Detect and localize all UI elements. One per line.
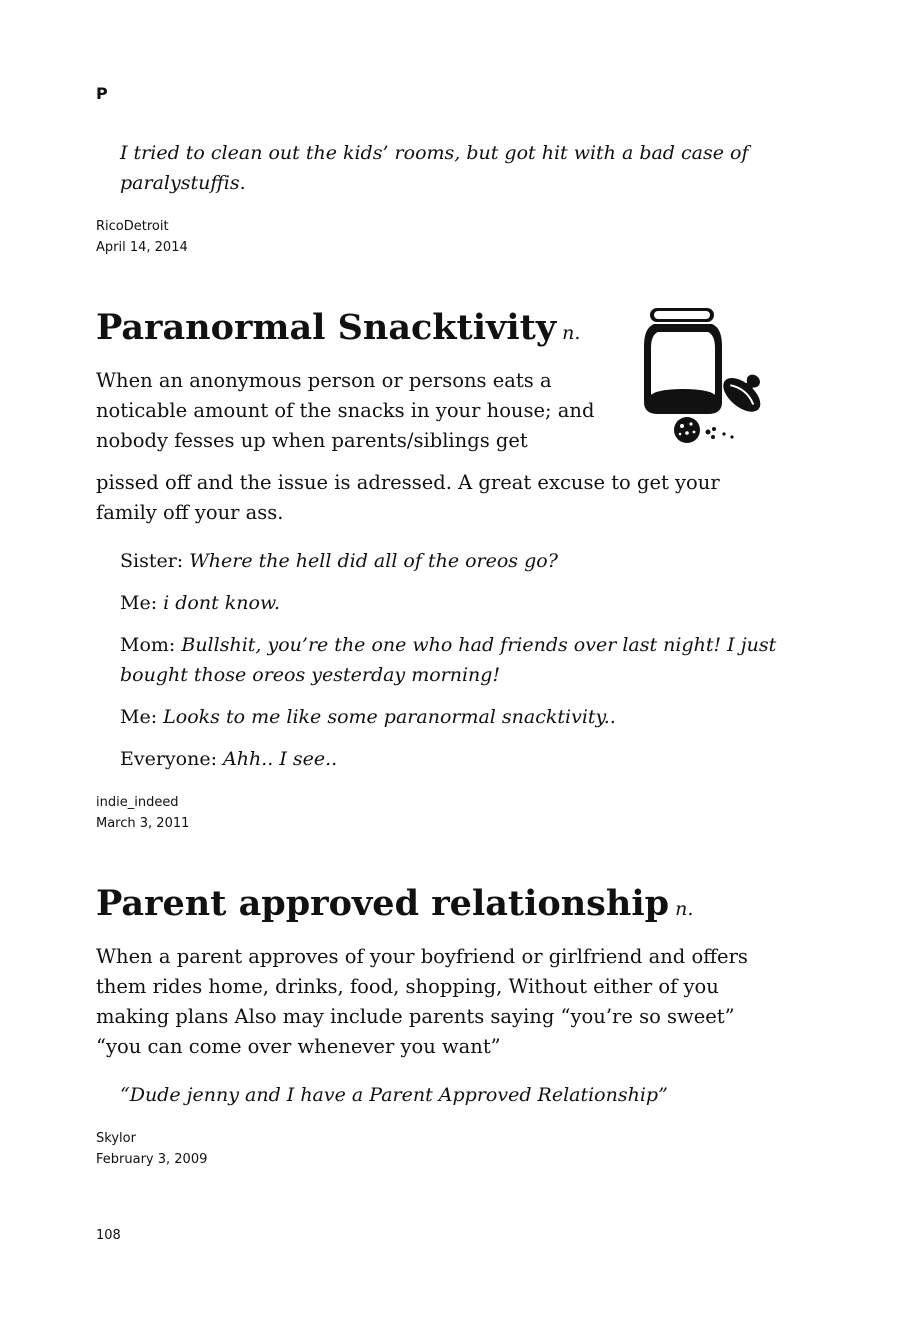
example-quote: “Dude jenny and I have a Parent Approved Relationship”: [120, 1084, 668, 1106]
dialogue-text: Ahh.. I see..: [223, 748, 338, 770]
author-name: RicoDetroit: [96, 219, 169, 234]
definition: [96, 942, 776, 1062]
entry-attribution: [96, 792, 189, 834]
part-of-speech: n.: [675, 898, 694, 920]
dialogue-line: [120, 546, 780, 576]
speaker-label: Me:: [120, 706, 158, 728]
cookie-jar-icon: [640, 306, 770, 446]
author-name: Skylor: [96, 1131, 136, 1146]
entry-tail: [120, 138, 780, 198]
definition-continued: [96, 468, 776, 528]
author-name: indie_indeed: [96, 795, 179, 810]
entry-attribution: [96, 216, 188, 258]
dialogue-text: Looks to me like some paranormal snacktivity..: [163, 706, 616, 728]
part-of-speech: n.: [562, 322, 581, 344]
example-dialogue: [120, 546, 780, 774]
dialogue-text: Bullshit, you’re the one who had friends over last night! I just bought those oreos yesterday morning!: [120, 634, 777, 686]
speaker-label: Everyone:: [120, 748, 217, 770]
dialogue-text: Where the hell did all of the oreos go?: [189, 550, 558, 572]
dialogue-line: [120, 588, 780, 618]
definition-wrapped: [96, 366, 616, 456]
speaker-label: Mom:: [120, 634, 176, 656]
example-quote: I tried to clean out the kids’ rooms, but got hit with a bad case of paralystuffis.: [120, 142, 749, 194]
definition-line: When an anonymous person or persons eats a: [96, 369, 552, 392]
example: [120, 1080, 780, 1110]
entry-attribution: [96, 1128, 207, 1170]
page-number: 108: [96, 1228, 121, 1243]
definition-text: When a parent approves of your boyfriend or girlfriend and offers them rides home, drinks, food, shopping, Without either of you making plans Also may include parents saying “you’re so sweet” “you can come over whenever you want”: [96, 945, 748, 1058]
entry-date: April 14, 2014: [96, 240, 188, 255]
headword-text: Paranormal Snacktivity: [96, 307, 557, 348]
entry-parent-approved-relationship: [96, 882, 796, 931]
cookie-jar-illustration: [640, 306, 770, 446]
definition-line: nobody fesses up when parents/siblings get: [96, 429, 528, 452]
headword-text: Parent approved relationship: [96, 883, 670, 924]
speaker-label: Sister:: [120, 550, 184, 572]
dialogue-line: [120, 630, 780, 690]
speaker-label: Me:: [120, 592, 158, 614]
entry-headword: [96, 882, 796, 931]
section-letter: P: [96, 84, 108, 103]
definition-line: noticable amount of the snacks in your house; and: [96, 399, 595, 422]
entry-date: February 3, 2009: [96, 1152, 208, 1167]
dialogue-line: [120, 744, 780, 774]
definition-text: pissed off and the issue is adressed. A great excuse to get your family off your ass.: [96, 471, 720, 524]
entry-date: March 3, 2011: [96, 816, 190, 831]
dialogue-text: i dont know.: [163, 592, 281, 614]
dialogue-line: [120, 702, 780, 732]
